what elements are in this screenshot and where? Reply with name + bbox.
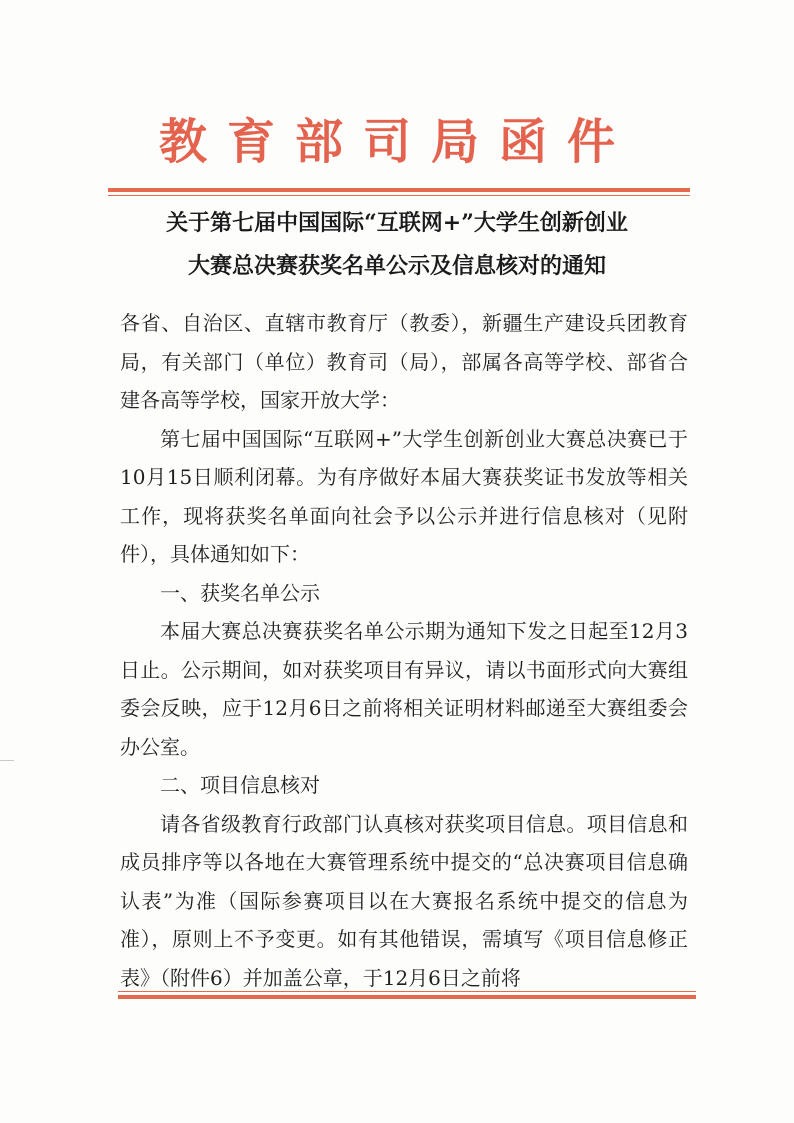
addressee-paragraph: 各省、自治区、直辖市教育厅（教委），新疆生产建设兵团教育局，有关部门（单位）教育司（局），部属各高等学校、部省合建各高等学校，国家开放大学： [120,311,688,412]
document-title-line-2: 大赛总决赛获奖名单公示及信息核对的通知 [187,253,606,279]
divider-thin-line [108,195,690,196]
document-title-line-1: 关于第七届中国国际“互联网+”大学生创新创业 [166,210,628,236]
section-body-info-check: 请各省级教育行政部门认真核对获奖项目信息。项目信息和成员排序等以各地在大赛管理系统中提交的“总决赛项目信息确认表”为准（国际参赛项目以在大赛报名系统中提交的信息为准），原则上不予变更。如有其他错误，需填写《项目信息修正表》（附件6）并加盖公章，于12月6日之前将 [120,811,688,990]
footer-divider [118,991,696,999]
document-title [100,202,694,288]
section-body-award-list: 本届大赛总决赛获奖名单公示期为通知下发之日起至12月3日止。公示期间，如对获奖项目有异议，请以书面形式向大赛组委会反映，应于12月6日之前将相关证明材料邮递至大赛组委会办公室。 [120,619,688,759]
section-heading-award-list: 一、获奖名单公示 [160,580,320,605]
letterhead-divider [108,188,690,196]
section-heading-info-check: 二、项目信息核对 [160,773,320,797]
letterhead-title: 教育部司局函件 [158,114,635,170]
footer-thick-line [118,995,696,999]
intro-paragraph: 第七届中国国际“互联网+”大学生创新创业大赛总决赛已于10月15日顺利闭幕。为有序做好本届大赛获奖证书发放等相关工作，现将获奖名单面向社会予以公示并进行信息核对（见附件），具体通知如下： [120,426,688,566]
document-body [120,304,688,997]
scan-margin-mark [0,760,14,761]
